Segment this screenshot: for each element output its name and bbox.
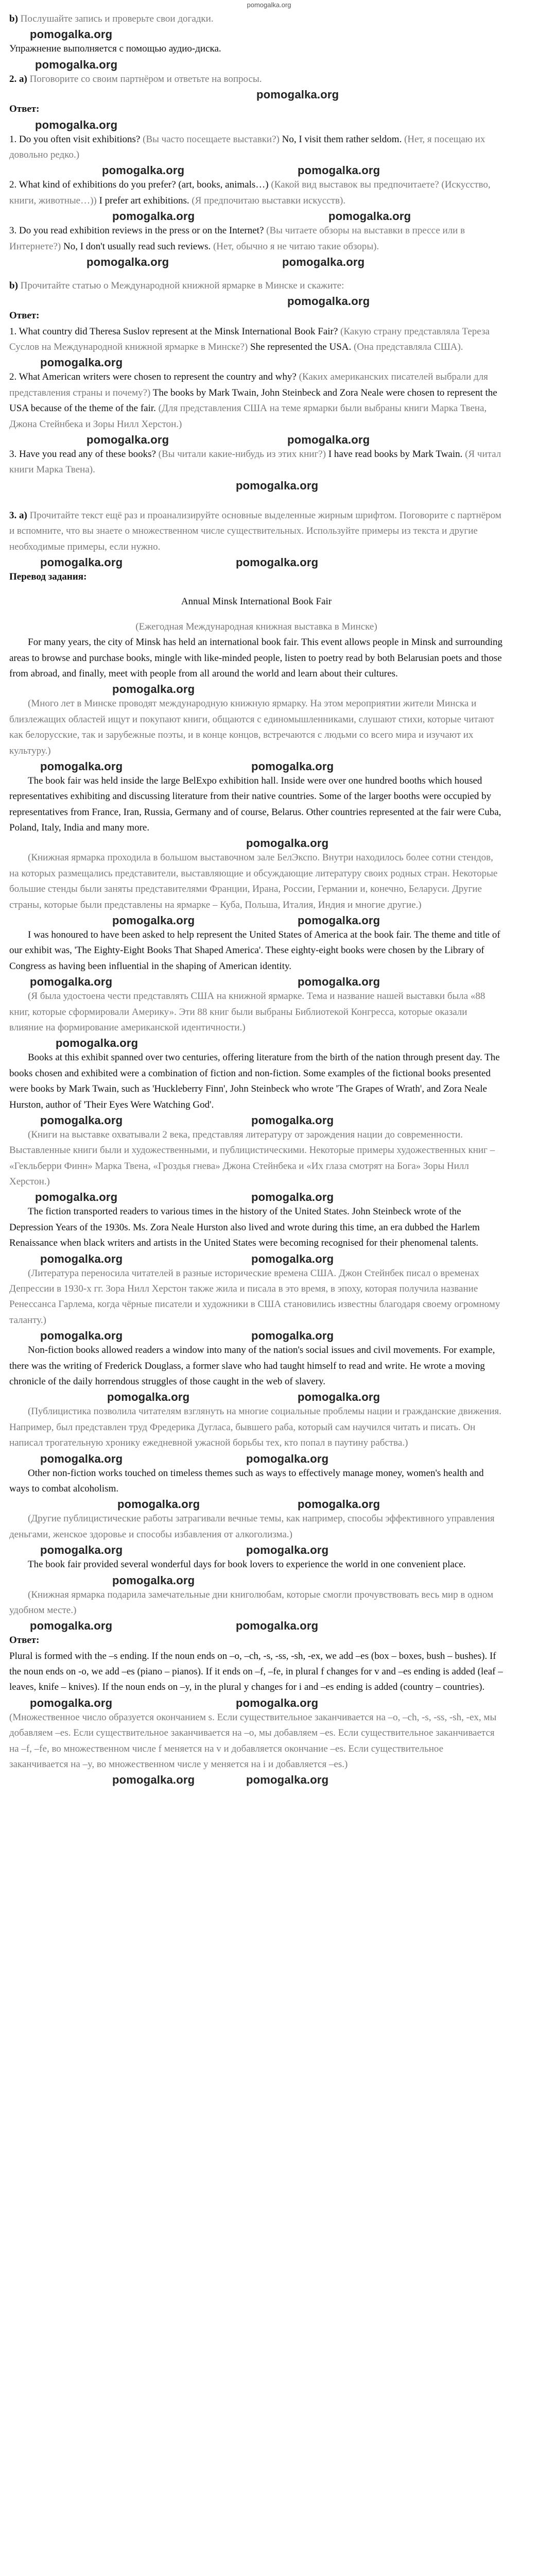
watermark: pomogalka.org [246,1544,329,1557]
watermark: pomogalka.org [112,1773,195,1787]
answer-en: I prefer art exhibitions. [99,195,189,206]
question-ru: (Вы читаете обзоры на выставки в прессе или в Интернете?) [9,225,465,252]
watermark: pomogalka.org [236,1619,319,1633]
article-paragraph-ru: (Литература переносила читателей в разные исторические времена США. Джон Стейнбек писал о временах Депрессии в 1930-х гг. Зора Нилл Херстон также жила и писала в это время, в эпоху, которая получила название Ренессанса Гарлема, когда чёрные писатели и художники в США становились известны благодаря своему огромному таланту.) [9,1267,500,1326]
watermark: pomogalka.org [236,555,319,569]
answer-label: Ответ: [9,310,40,321]
watermark: pomogalka.org [328,210,411,223]
watermark: pomogalka.org [102,164,185,177]
qa-item [9,447,504,478]
section-b1 [9,11,504,27]
watermark: pomogalka.org [298,1498,380,1511]
audio-note: Упражнение выполняется с помощью аудио-диска. [9,43,221,55]
watermark: pomogalka.org [117,1498,200,1511]
watermark: pomogalka.org [287,295,370,308]
answer-ru: (Я читал книги Марка Твена). [9,449,501,476]
article-paragraph-ru: (Книжная ярмарка проходила в большом выставочном зале БелЭкспо. Внутри находилось более сотни стендов, на которых размещались представители, выставляющие и обсуждающие литературу своих родных стран. Некоторые большие стенды были заняты представителями Франции, Ирана, России, Германии и, конечно, Беларуси. Другие страны, которые были представлены на ярмарке – Куба, Польша, Италия, Индия и многие другие.) [9,852,498,910]
watermark: pomogalka.org [40,1544,123,1557]
watermark: pomogalka.org [256,88,339,101]
question-ru: (Каких американских писателей выбрали для представления страны и почему?) [9,371,488,398]
watermark: pomogalka.org [107,1391,190,1404]
section-2a [9,72,504,87]
watermark: pomogalka.org [35,118,118,131]
answer-ru: (Она представляла США). [353,342,463,353]
section-instruction: Послушайте запись и проверьте свои догадки. [20,13,214,24]
question-en: 2. What American writers were chosen to represent the country and why? [9,371,297,383]
section-b2 [9,278,504,294]
question-ru: (Какой вид выставок вы предпочитаете? (Искусство, книги, животные…)) [9,179,491,206]
watermark: pomogalka.org [251,1191,334,1204]
watermark: pomogalka.org [246,1452,329,1465]
watermark: pomogalka.org [282,255,365,268]
answer-en: No, I visit them rather seldom. [282,133,402,145]
top-watermark: pomogalka.org [247,1,291,9]
article-paragraph-en: For many years, the city of Minsk has held an international book fair. This event allows people in Minsk and surrounding areas to browse and purchase books, mingle with like-minded people, listen to poetry read by both Belarusian poets and those from abroad, and finally, meet with people from all around the world and learn about their cultures. [9,637,503,679]
answer-ru: (Нет, я посещаю их довольно редко.) [9,133,485,160]
answer-en: The books by Mark Twain, John Steinbeck and Zora Neale were chosen to represent the USA because of the theme of the fair. [9,387,497,414]
watermark: pomogalka.org [40,1113,123,1127]
watermark: pomogalka.org [35,1191,118,1204]
final-answer-en: Plural is formed with the –s ending. If the noun ends on –o, –ch, -s, -ss, -sh, -ex, we add –es (box – boxes, bush – bushes). If the noun ends on -o, we add –es (piano – pianos). If it ends on –f, –fe, in plural f changes for v and –es ending is added (leaf – leaves, knife – knives). If the noun ends on –y, in the plural y changes for i and –es ending is added (country – countries). [9,1650,503,1693]
answer-label: Ответ: [9,1635,40,1646]
section-instruction: Прочитайте текст ещё раз и проанализируйте основные выделенные жирным шрифтом. Поговорите с партнёром и вспомните, что вы знаете о множественном числе существительных. Используйте примеры из текста и другие необходимые примеры, если нужно. [9,510,501,552]
watermark: pomogalka.org [30,975,113,989]
watermark: pomogalka.org [112,1573,195,1587]
answer-en: I have read books by Mark Twain. [328,449,463,460]
watermark: pomogalka.org [40,555,123,569]
watermark: pomogalka.org [251,1113,334,1127]
watermark: pomogalka.org [236,1696,319,1709]
question-en: 3. Do you read exhibition reviews in the press or on the Internet? [9,225,264,236]
watermark: pomogalka.org [251,759,334,773]
article-paragraph-ru: (Книги на выставке охватывали 2 века, представляя литературу от зарождения нации до современности. Выставленные книги были и художественными, и публицистическими. Некоторые примеры художественных книг – «Гекльберри Финн» Марка Твена, «Гроздья гнева» Джона Стейнбека и «Их глаза смотрят на Бога» Зоры Нилл Херстон.) [9,1129,495,1188]
watermark: pomogalka.org [86,255,169,268]
content-flow [9,11,504,1787]
translation-label: Перевод задания: [9,571,87,582]
watermark: pomogalka.org [86,433,169,447]
article-paragraph-en: Other non-fiction works touched on timeless themes such as ways to effectively manage money, women's health and ways to combat alcoholism. [9,1467,484,1494]
question-en: 1. What country did Theresa Suslov represent at the Minsk International Book Fair? [9,326,338,337]
article-paragraph-ru: (Я была удостоена чести представлять США на книжной ярмарке. Тема и название нашей выставки была «88 книг, которые сформировали Америку». Эти 88 книг были выбраны Библиотекой Конгресса, которые оказали влияние на формирование американской идентичности.) [9,991,485,1033]
watermark: pomogalka.org [40,1452,123,1465]
article-paragraph-ru: (Книжная ярмарка подарила замечательные дни книголюбам, которые смогли прочувствовать весь мир в одном удобном месте.) [9,1589,494,1616]
watermark: pomogalka.org [40,356,123,369]
article-paragraph-ru: (Другие публицистические работы затрагивали вечные темы, как например, способы эффективного управления деньгами, женское здоровье и способы избавления от алкоголизма.) [9,1513,495,1540]
watermark: pomogalka.org [40,759,123,773]
answer-en: No, I don't usually read such reviews. [63,241,211,252]
answer-label: Ответ: [9,104,40,115]
answer-ru: (Для представления США на теме ярмарки были выбраны книги Марка Твена, Джона Стейнбека и Зоры Нилл Херстон.) [9,403,487,430]
watermark: pomogalka.org [30,28,113,41]
question-en: 1. Do you often visit exhibitions? [9,133,141,145]
article-title: Annual Minsk International Book Fair [181,596,332,607]
watermark: pomogalka.org [287,433,370,447]
watermark: pomogalka.org [30,1619,113,1633]
qa-item [9,324,504,355]
question-ru: (Вы читали какие-нибудь из этих книг?) [158,449,326,460]
watermark: pomogalka.org [30,1696,113,1709]
article-paragraph-en: The book fair was held inside the large BelExpo exhibition hall. Inside were over one hundred booths which housed representatives exhibiting and discussing literature from their native countries. Some of the larger booths were occupied by representatives from France, Iran, Russia, Germany and of course, Belarus. Other countries represented at the fair were Cuba, Poland, Italy, India and many more. [9,775,501,834]
watermark: pomogalka.org [35,58,118,71]
article-title-ru: (Ежегодная Международная книжная выставка в Минске) [135,621,377,632]
watermark: pomogalka.org [236,479,319,492]
watermark: pomogalka.org [112,914,195,927]
article-paragraph-ru: (Публицистика позволила читателям взглянуть на многие социальные проблемы нации и гражданские движения. Например, был представлен труд Фредерика Дугласа, бывшего раба, который сам научился читать и писать. Он написал трогательную хронику ежедневной ужасной борьбы тех, кто попал в паутину рабства.) [9,1406,501,1449]
answer-ru: (Нет, обычно я не читаю такие обзоры). [213,241,379,252]
qa-item [9,223,504,255]
section-label: 3. a) [9,510,27,521]
article-paragraph-en: The fiction transported readers to various times in the history of the United States. John Steinbeck wrote of the Depression Years of the 1930s. Ms. Zora Neale Hurston also lived and wrote during this time, an era dubbed the Harlem Renaissance when black writers and artists in the United States were becoming recognised for their phenomenal talents. [9,1206,480,1249]
question-ru: (Какую страну представляла Тереза Суслов на Международной книжной ярмарке в Минске?) [9,326,490,353]
article-paragraph-ru: (Много лет в Минске проводят международную книжную ярмарку. На этом мероприятии жители Минска и близлежащих областей ищут и покупают книги, общаются с единомышленниками, слушают стихи, которые читают как белорусские, так и зарубежные поэты, и в конце концов, встречаются с людьми со всего мира и изучают их культуру.) [9,698,494,756]
question-en: 3. Have you read any of these books? [9,449,156,460]
section-instruction: Прочитайте статью о Международной книжной ярмарке в Минске и скажите: [20,280,344,291]
question-ru: (Вы часто посещаете выставки?) [143,133,280,145]
qa-item [9,177,504,209]
watermark: pomogalka.org [251,1329,334,1343]
watermark: pomogalka.org [246,837,329,850]
watermark: pomogalka.org [298,164,380,177]
question-en: 2. What kind of exhibitions do you prefer? (art, books, animals…) [9,179,269,191]
section-3a [9,508,504,555]
watermark: pomogalka.org [40,1252,123,1265]
watermark: pomogalka.org [298,975,380,989]
watermark: pomogalka.org [298,1391,380,1404]
qa-item [9,132,504,163]
article-paragraph-en: Books at this exhibit spanned over two centuries, offering literature from the birth of the nation through present day. The books chosen and exhibited were a combination of fiction and non-fiction. Some examples of the fictional books presented were books by Mark Twain, such as 'Huckleberry Finn', John Steinbeck who wrote 'The Grapes of Wrath', and Zora Neale Hurston, author of 'Their Eyes Were Watching God'. [9,1052,500,1110]
watermark: pomogalka.org [112,683,195,696]
watermark: pomogalka.org [112,210,195,223]
watermark: pomogalka.org [298,914,380,927]
article-paragraph-en: I was honoured to have been asked to help represent the United States of America at the book fair. The theme and title of our exhibit was, 'The Eighty-Eight Books That Shaped America'. These eighty-eight books were chosen by the Library of Congress as having been influential in the shaping of American identity. [9,929,500,972]
answer-en: She represented the USA. [250,342,352,353]
section-instruction: Поговорите со своим партнёром и ответьте на вопросы. [29,73,262,84]
qa-item [9,369,504,432]
watermark: pomogalka.org [251,1252,334,1265]
watermark: pomogalka.org [56,1037,138,1050]
article-paragraph-en: Non-fiction books allowed readers a window into many of the nation's social issues and civil movements. For example, there was the writing of Frederick Douglass, a former slave who had taught himself to read and write. He wrote a moving chronicle of the daily horrendous struggles of those caught in the web of slavery. [9,1345,495,1387]
section-label: b) [9,280,18,291]
watermark: pomogalka.org [246,1773,329,1787]
section-label: b) [9,13,18,24]
section-label: 2. a) [9,73,27,84]
article-paragraph-en: The book fair provided several wonderful days for book lovers to experience the world in one convenient place. [28,1559,466,1570]
watermark: pomogalka.org [40,1329,123,1343]
final-answer-ru: (Множественное число образуется окончанием s. Если существительное заканчивается на –o, –ch, -s, -ss, -sh, -ex, мы добавляем –es. Если существительное заканчивается на –о, мы добавляем –es. Если существительное заканчивается на –f, –fe, во множественном числе f меняется на v и добавляется окончание –es. Если существительное заканчивается на –y, во множественном числе y меняется на i и добавляется –es.) [9,1711,497,1770]
answer-ru: (Я предпочитаю выставки искусств). [192,195,346,206]
